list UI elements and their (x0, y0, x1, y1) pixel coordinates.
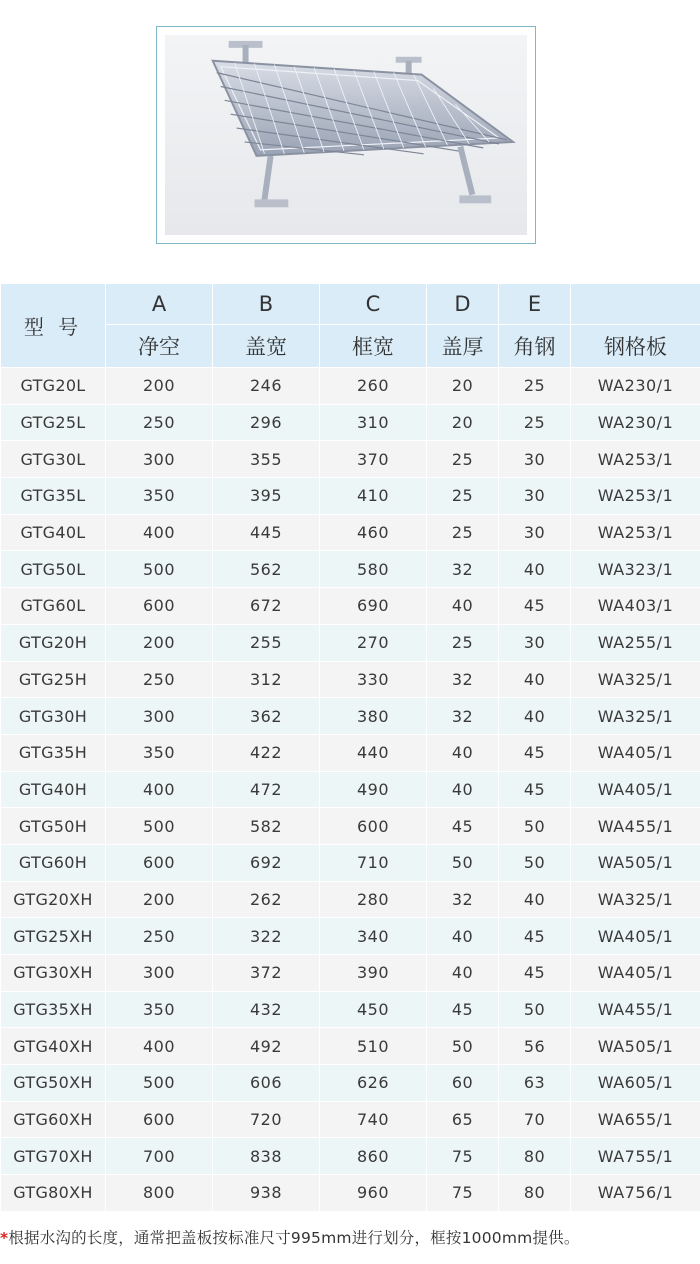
table-row (1, 808, 700, 845)
cell-clear-span: 300 (106, 441, 213, 478)
product-image (165, 35, 527, 235)
cell-frame-width: 310 (320, 404, 427, 441)
cell-angle-steel: 25 (499, 404, 571, 441)
cell-grating: WA253/1 (571, 478, 700, 515)
table-row (1, 955, 700, 992)
cell-cover-thickness: 60 (427, 1065, 499, 1102)
table-row (1, 368, 700, 405)
header-cover-thickness: 盖厚 (427, 325, 499, 368)
cell-cover-thickness: 45 (427, 991, 499, 1028)
cell-grating: WA405/1 (571, 918, 700, 955)
header-frame-width: 框宽 (320, 325, 427, 368)
cell-frame-width: 580 (320, 551, 427, 588)
cell-angle-steel: 80 (499, 1175, 571, 1212)
cell-clear-span: 350 (106, 734, 213, 771)
cell-cover-width: 672 (213, 588, 320, 625)
cell-cover-width: 322 (213, 918, 320, 955)
cell-grating: WA605/1 (571, 1065, 700, 1102)
header-grating: 钢格板 (571, 325, 700, 368)
cell-frame-width: 740 (320, 1101, 427, 1138)
cell-cover-width: 838 (213, 1138, 320, 1175)
cell-grating: WA253/1 (571, 514, 700, 551)
cell-cover-thickness: 75 (427, 1175, 499, 1212)
cell-cover-thickness: 40 (427, 734, 499, 771)
table-row (1, 881, 700, 918)
cell-model: GTG60H (1, 844, 106, 881)
table-row (1, 441, 700, 478)
cell-frame-width: 270 (320, 624, 427, 661)
cell-cover-width: 246 (213, 368, 320, 405)
cell-grating: WA253/1 (571, 441, 700, 478)
cell-cover-width: 312 (213, 661, 320, 698)
spec-table (0, 283, 700, 1212)
spec-table-body (1, 368, 700, 1212)
cell-frame-width: 280 (320, 881, 427, 918)
table-row (1, 514, 700, 551)
cell-cover-width: 562 (213, 551, 320, 588)
cell-model: GTG60XH (1, 1101, 106, 1138)
cell-cover-width: 582 (213, 808, 320, 845)
header-letter-b: B (213, 284, 320, 325)
table-row (1, 734, 700, 771)
header-letter-blank (571, 284, 700, 325)
cell-cover-thickness: 45 (427, 808, 499, 845)
cell-clear-span: 250 (106, 918, 213, 955)
cell-cover-width: 395 (213, 478, 320, 515)
cell-cover-thickness: 50 (427, 844, 499, 881)
cell-grating: WA505/1 (571, 1028, 700, 1065)
cell-angle-steel: 30 (499, 514, 571, 551)
cell-angle-steel: 50 (499, 808, 571, 845)
footnote-star: * (0, 1229, 9, 1247)
cell-clear-span: 200 (106, 881, 213, 918)
cell-cover-width: 372 (213, 955, 320, 992)
cell-frame-width: 330 (320, 661, 427, 698)
cell-grating: WA455/1 (571, 808, 700, 845)
cell-cover-width: 432 (213, 991, 320, 1028)
cell-model: GTG25L (1, 404, 106, 441)
cell-grating: WA405/1 (571, 734, 700, 771)
cell-clear-span: 400 (106, 771, 213, 808)
cell-cover-width: 692 (213, 844, 320, 881)
cell-clear-span: 400 (106, 1028, 213, 1065)
cell-model: GTG50H (1, 808, 106, 845)
cell-model: GTG40H (1, 771, 106, 808)
cell-cover-thickness: 25 (427, 514, 499, 551)
cell-grating: WA255/1 (571, 624, 700, 661)
cell-clear-span: 350 (106, 478, 213, 515)
cell-clear-span: 600 (106, 1101, 213, 1138)
cell-frame-width: 710 (320, 844, 427, 881)
cell-model: GTG60L (1, 588, 106, 625)
cell-cover-width: 472 (213, 771, 320, 808)
cell-cover-thickness: 32 (427, 661, 499, 698)
cell-grating: WA230/1 (571, 368, 700, 405)
cell-clear-span: 800 (106, 1175, 213, 1212)
table-row (1, 404, 700, 441)
cell-angle-steel: 40 (499, 698, 571, 735)
cell-clear-span: 350 (106, 991, 213, 1028)
cell-grating: WA230/1 (571, 404, 700, 441)
cell-cover-thickness: 75 (427, 1138, 499, 1175)
header-model: 型 号 (1, 284, 106, 368)
cell-model: GTG35L (1, 478, 106, 515)
header-letter-a: A (106, 284, 213, 325)
table-row (1, 1028, 700, 1065)
cell-frame-width: 510 (320, 1028, 427, 1065)
cell-grating: WA405/1 (571, 771, 700, 808)
cell-cover-thickness: 40 (427, 955, 499, 992)
cell-angle-steel: 63 (499, 1065, 571, 1102)
cell-model: GTG50L (1, 551, 106, 588)
cell-clear-span: 700 (106, 1138, 213, 1175)
cell-model: GTG20XH (1, 881, 106, 918)
cell-angle-steel: 45 (499, 734, 571, 771)
cell-model: GTG25XH (1, 918, 106, 955)
cell-grating: WA323/1 (571, 551, 700, 588)
cell-angle-steel: 30 (499, 478, 571, 515)
cell-frame-width: 860 (320, 1138, 427, 1175)
cell-clear-span: 300 (106, 955, 213, 992)
grating-illustration (165, 35, 527, 235)
table-row (1, 991, 700, 1028)
cell-model: GTG20H (1, 624, 106, 661)
header-cover-width: 盖宽 (213, 325, 320, 368)
cell-frame-width: 370 (320, 441, 427, 478)
cell-clear-span: 400 (106, 514, 213, 551)
cell-angle-steel: 30 (499, 624, 571, 661)
cell-grating: WA505/1 (571, 844, 700, 881)
cell-model: GTG30H (1, 698, 106, 735)
cell-cover-thickness: 40 (427, 588, 499, 625)
cell-cover-width: 296 (213, 404, 320, 441)
table-row (1, 1065, 700, 1102)
cell-frame-width: 960 (320, 1175, 427, 1212)
table-row (1, 1138, 700, 1175)
cell-cover-width: 255 (213, 624, 320, 661)
cell-model: GTG30L (1, 441, 106, 478)
table-row (1, 1101, 700, 1138)
footnote-text: 根据水沟的长度，通常把盖板按标准尺寸995mm进行划分，框按1000mm提供。 (8, 1229, 580, 1247)
cell-cover-width: 492 (213, 1028, 320, 1065)
table-row (1, 661, 700, 698)
product-image-frame (156, 26, 536, 244)
cell-angle-steel: 30 (499, 441, 571, 478)
cell-frame-width: 390 (320, 955, 427, 992)
cell-clear-span: 300 (106, 698, 213, 735)
cell-angle-steel: 50 (499, 991, 571, 1028)
cell-cover-width: 445 (213, 514, 320, 551)
cell-cover-width: 362 (213, 698, 320, 735)
cell-grating: WA325/1 (571, 698, 700, 735)
table-row (1, 698, 700, 735)
cell-cover-thickness: 25 (427, 478, 499, 515)
table-row (1, 588, 700, 625)
cell-cover-width: 262 (213, 881, 320, 918)
header-clear-span: 净空 (106, 325, 213, 368)
cell-angle-steel: 56 (499, 1028, 571, 1065)
cell-grating: WA756/1 (571, 1175, 700, 1212)
cell-angle-steel: 45 (499, 588, 571, 625)
cell-frame-width: 380 (320, 698, 427, 735)
footnote (0, 1226, 700, 1248)
cell-cover-thickness: 40 (427, 771, 499, 808)
cell-cover-width: 355 (213, 441, 320, 478)
cell-model: GTG35H (1, 734, 106, 771)
cell-cover-width: 938 (213, 1175, 320, 1212)
cell-cover-thickness: 25 (427, 441, 499, 478)
cell-frame-width: 600 (320, 808, 427, 845)
cell-angle-steel: 70 (499, 1101, 571, 1138)
cell-clear-span: 200 (106, 624, 213, 661)
cell-clear-span: 500 (106, 1065, 213, 1102)
cell-cover-thickness: 20 (427, 404, 499, 441)
table-row (1, 1175, 700, 1212)
cell-grating: WA325/1 (571, 661, 700, 698)
cell-frame-width: 690 (320, 588, 427, 625)
cell-clear-span: 200 (106, 368, 213, 405)
cell-cover-thickness: 32 (427, 551, 499, 588)
cell-angle-steel: 40 (499, 661, 571, 698)
cell-angle-steel: 25 (499, 368, 571, 405)
cell-frame-width: 440 (320, 734, 427, 771)
cell-frame-width: 340 (320, 918, 427, 955)
cell-model: GTG40XH (1, 1028, 106, 1065)
table-row (1, 918, 700, 955)
header-letter-c: C (320, 284, 427, 325)
cell-cover-thickness: 32 (427, 698, 499, 735)
cell-angle-steel: 45 (499, 918, 571, 955)
cell-model: GTG80XH (1, 1175, 106, 1212)
cell-grating: WA405/1 (571, 955, 700, 992)
cell-angle-steel: 40 (499, 881, 571, 918)
cell-frame-width: 260 (320, 368, 427, 405)
cell-model: GTG20L (1, 368, 106, 405)
cell-cover-thickness: 20 (427, 368, 499, 405)
cell-clear-span: 500 (106, 808, 213, 845)
cell-cover-thickness: 32 (427, 881, 499, 918)
header-row-names (1, 325, 700, 368)
cell-grating: WA755/1 (571, 1138, 700, 1175)
cell-angle-steel: 50 (499, 844, 571, 881)
header-row-letters (1, 284, 700, 325)
cell-grating: WA655/1 (571, 1101, 700, 1138)
cell-clear-span: 250 (106, 661, 213, 698)
cell-model: GTG25H (1, 661, 106, 698)
header-angle-steel: 角钢 (499, 325, 571, 368)
cell-model: GTG50XH (1, 1065, 106, 1102)
cell-angle-steel: 40 (499, 551, 571, 588)
cell-grating: WA403/1 (571, 588, 700, 625)
cell-angle-steel: 45 (499, 955, 571, 992)
cell-frame-width: 460 (320, 514, 427, 551)
cell-cover-width: 720 (213, 1101, 320, 1138)
table-row (1, 771, 700, 808)
cell-frame-width: 490 (320, 771, 427, 808)
cell-model: GTG30XH (1, 955, 106, 992)
cell-grating: WA325/1 (571, 881, 700, 918)
cell-cover-thickness: 40 (427, 918, 499, 955)
cell-clear-span: 250 (106, 404, 213, 441)
cell-model: GTG70XH (1, 1138, 106, 1175)
cell-clear-span: 600 (106, 844, 213, 881)
cell-cover-thickness: 50 (427, 1028, 499, 1065)
cell-angle-steel: 80 (499, 1138, 571, 1175)
cell-angle-steel: 45 (499, 771, 571, 808)
cell-frame-width: 410 (320, 478, 427, 515)
cell-cover-width: 606 (213, 1065, 320, 1102)
cell-model: GTG40L (1, 514, 106, 551)
cell-frame-width: 626 (320, 1065, 427, 1102)
table-row (1, 551, 700, 588)
cell-frame-width: 450 (320, 991, 427, 1028)
cell-cover-width: 422 (213, 734, 320, 771)
cell-grating: WA455/1 (571, 991, 700, 1028)
cell-model: GTG35XH (1, 991, 106, 1028)
cell-cover-thickness: 25 (427, 624, 499, 661)
cell-clear-span: 600 (106, 588, 213, 625)
header-letter-d: D (427, 284, 499, 325)
header-letter-e: E (499, 284, 571, 325)
table-row (1, 624, 700, 661)
table-row (1, 478, 700, 515)
cell-cover-thickness: 65 (427, 1101, 499, 1138)
table-row (1, 844, 700, 881)
cell-clear-span: 500 (106, 551, 213, 588)
